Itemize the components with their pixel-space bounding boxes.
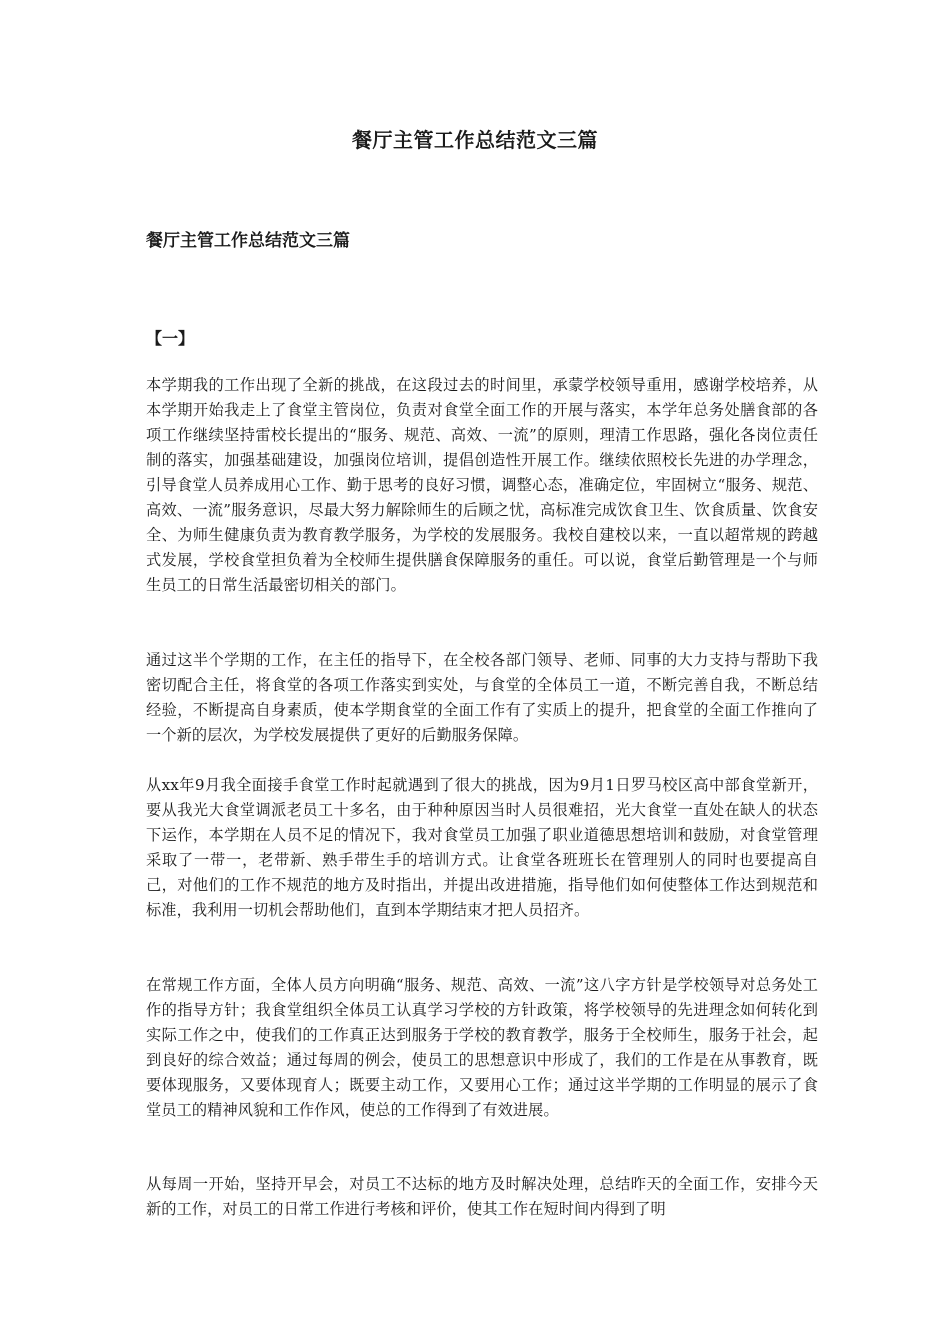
paragraph-3: 从xx年9月我全面接手食堂工作时起就遇到了很大的挑战，因为9月1日罗马校区高中部食堂新开，要从我光大食堂调派老员工十多名，由于种种原因当时人员很难招，光大食堂一直处在缺人的状态下运作，本学期在人员不足的情况下，我对食堂员工加强了职业道德思想培训和鼓励，对食堂管理采取了一带一，老带新、熟手带生手的培训方式。让食堂各班班长在管理别人的同时也要提高自己，对他们的工作不规范的地方及时指出，并提出改进措施，指导他们如何使整体工作达到规范和标准，我利用一切机会帮助他们，直到本学期结束才把人员招齐。 [146, 776, 818, 919]
paragraph-4: 在常规工作方面，全体人员方向明确“服务、规范、高效、一流”这八字方针是学校领导对总务处工作的指导方针；我食堂组织全体员工认真学习学校的方针政策，将学校领导的先进理念如何转化到实际工作之中，使我们的工作真正达到服务于学校的教育教学，服务于全校师生，服务于社会，起到良好的综合效益；通过每周的例会，使员工的思想意识中形成了，我们的工作是在从事教育，既要体现服务，又要体现育人；既要主动工作，又要用心工作；通过这半学期的工作明显的展示了食堂员工的精神风貌和工作作风，使总的工作得到了有效进展。 [146, 976, 818, 1119]
document-title: 餐厅主管工作总结范文三篇 [352, 128, 598, 152]
paragraph-2: 通过这半个学期的工作，在主任的指导下，在全校各部门领导、老师、同事的大力支持与帮助下我密切配合主任，将食堂的各项工作落实到实处，与食堂的全体员工一道，不断完善自我，不断总结经验，不断提高自身素质，使本学期食堂的全面工作有了实质上的提升，把食堂的全面工作推向了一个新的层次，为学校发展提供了更好的后勤服务保障。 [146, 651, 818, 744]
document-subtitle: 餐厅主管工作总结范文三篇 [146, 231, 350, 251]
section-marker: 【一】 [146, 329, 195, 348]
paragraph-5: 从每周一开始，坚持开早会，对员工不达标的地方及时解决处理，总结昨天的全面工作，安排今天新的工作，对员工的日常工作进行考核和评价，使其工作在短时间内得到了明 [146, 1175, 818, 1218]
paragraph-1: 本学期我的工作出现了全新的挑战，在这段过去的时间里，承蒙学校领导重用，感谢学校培养，从本学期开始我走上了食堂主管岗位，负责对食堂全面工作的开展与落实，本学年总务处膳食部的各项工作继续坚持雷校长提出的“服务、规范、高效、一流”的原则，理清工作思路，强化各岗位责任制的落实，加强基础建设，加强岗位培训，提倡创造性开展工作。继续依照校长先进的办学理念，引导食堂人员养成用心工作、勤于思考的良好习惯，调整心态，准确定位，牢固树立“服务、规范、高效、一流”服务意识，尽最大努力解除师生的后顾之忧，高标准完成饮食卫生、饮食质量、饮食安全、为师生健康负责为教育教学服务，为学校的发展服务。我校自建校以来，一直以超常规的跨越式发展，学校食堂担负着为全校师生提供膳食保障服务的重任。可以说，食堂后勤管理是一个与师生员工的日常生活最密切相关的部门。 [146, 376, 818, 594]
